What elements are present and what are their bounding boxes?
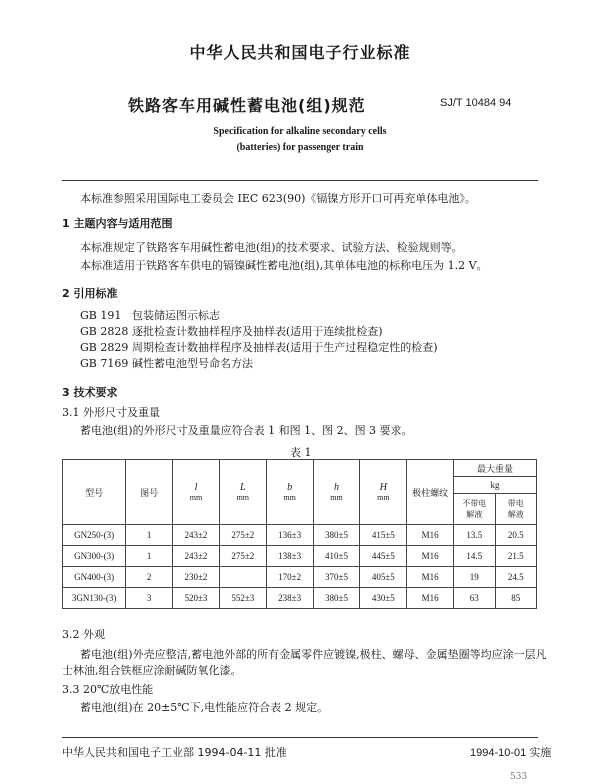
header-L bbox=[219, 460, 266, 525]
section2-heading: 2 引用标准 bbox=[62, 287, 118, 300]
reference-code: GB 2829 bbox=[80, 341, 129, 354]
section3-2-heading: 3.2 外观 bbox=[62, 628, 105, 641]
header-H bbox=[360, 460, 407, 525]
cell-b: 170±2 bbox=[266, 567, 313, 588]
section1-heading: 1 主题内容与适用范围 bbox=[62, 217, 173, 230]
section3-heading: 3 技术要求 bbox=[62, 386, 118, 399]
cell-model: GN400-(3) bbox=[63, 567, 126, 588]
section1-paragraph1: 本标准规定了铁路客车用碱性蓄电池(组)的技术要求、试验方法、检验规则等。 bbox=[80, 241, 463, 254]
header-l-symbol: l bbox=[194, 482, 198, 493]
header-without-electrolyte-line2: 解液 bbox=[466, 510, 483, 519]
approval-line: 中华人民共和国电子工业部 1994-04-11 批准 bbox=[62, 746, 287, 759]
reference-code: GB 2828 bbox=[80, 325, 129, 338]
cell-figure: 3 bbox=[126, 588, 173, 609]
implementation-date: 1994-10-01 实施 bbox=[470, 747, 552, 759]
cell-figure: 1 bbox=[126, 525, 173, 546]
header-with-electrolyte bbox=[495, 494, 537, 525]
cell-figure: 1 bbox=[126, 546, 173, 567]
cell-model: 3GN130-(3) bbox=[63, 588, 126, 609]
cell-H: 445±5 bbox=[360, 546, 407, 567]
table-row bbox=[63, 525, 537, 546]
cell-weight-dry: 13.5 bbox=[454, 525, 495, 546]
cell-h: 410±5 bbox=[313, 546, 360, 567]
reference-item bbox=[80, 341, 438, 355]
cell-thread: M16 bbox=[407, 567, 454, 588]
cell-b: 136±3 bbox=[266, 525, 313, 546]
header-L-symbol: L bbox=[240, 482, 246, 493]
cell-h: 380±5 bbox=[313, 588, 360, 609]
cell-weight-dry: 63 bbox=[454, 588, 495, 609]
header-figure: 图号 bbox=[126, 460, 173, 525]
header-l-unit: mm bbox=[189, 493, 203, 502]
header-b-symbol: b bbox=[287, 482, 293, 493]
cell-b: 238±3 bbox=[266, 588, 313, 609]
section3-3-heading: 3.3 20℃放电性能 bbox=[62, 683, 154, 696]
header-max-weight: 最大重量 bbox=[454, 460, 537, 477]
header-H-symbol: H bbox=[379, 482, 387, 493]
organization-title: 中华人民共和国电子行业标准 bbox=[189, 43, 411, 62]
reference-item bbox=[80, 357, 253, 371]
cell-model: GN300-(3) bbox=[63, 546, 126, 567]
cell-l: 230±2 bbox=[173, 567, 220, 588]
cell-weight-filled: 20.5 bbox=[495, 525, 537, 546]
english-title bbox=[0, 124, 600, 156]
cell-figure: 2 bbox=[126, 567, 173, 588]
footer-divider bbox=[62, 737, 538, 738]
english-title-line1: Specification for alkaline secondary cells bbox=[213, 126, 387, 137]
header-with-electrolyte-line1: 带电 bbox=[507, 499, 524, 508]
header-h-unit: mm bbox=[330, 493, 343, 502]
cell-b: 138±3 bbox=[266, 546, 313, 567]
section3-2-line1: 蓄电池(组)外壳应整洁,蓄电池外部的所有金属零件应镀镍,极柱、螺母、金属垫圈等均应涂一层凡 bbox=[80, 648, 547, 661]
cell-l: 243±2 bbox=[173, 525, 220, 546]
reference-title: 碱性蓄电池型号命名方法 bbox=[132, 357, 253, 370]
header-H-unit: mm bbox=[377, 493, 390, 502]
cell-L: 552±3 bbox=[219, 588, 266, 609]
reference-code: GB 7169 bbox=[80, 357, 129, 370]
header-b bbox=[266, 460, 313, 525]
cell-l: 520±3 bbox=[173, 588, 220, 609]
reference-item bbox=[80, 309, 220, 323]
cell-model: GN250-(3) bbox=[63, 525, 126, 546]
standard-title: 铁路客车用碱性蓄电池(组)规范 bbox=[128, 96, 366, 115]
header-h-symbol: h bbox=[333, 482, 339, 493]
cell-H: 405±5 bbox=[360, 567, 407, 588]
cell-thread: M16 bbox=[407, 588, 454, 609]
cell-L: 275±2 bbox=[219, 525, 266, 546]
standard-number: SJ/T 10484 94 bbox=[440, 97, 512, 109]
cell-l: 243±2 bbox=[173, 546, 220, 567]
cell-h: 370±5 bbox=[313, 567, 360, 588]
section3-3-paragraph: 蓄电池(组)在 20±5℃下,电性能应符合表 2 规定。 bbox=[80, 701, 329, 714]
table-row bbox=[63, 567, 537, 588]
cell-thread: M16 bbox=[407, 525, 454, 546]
header-without-electrolyte bbox=[454, 494, 495, 525]
header-b-unit: mm bbox=[283, 493, 296, 502]
header-kg: kg bbox=[454, 477, 537, 494]
section1-paragraph2: 本标准适用于铁路客车供电的镉镍碱性蓄电池(组),其单体电池的标称电压为 1.2 V。 bbox=[80, 259, 488, 272]
table-row bbox=[63, 546, 537, 567]
cell-L: 275±2 bbox=[219, 546, 266, 567]
cell-H: 430±5 bbox=[360, 588, 407, 609]
cell-H: 415±5 bbox=[360, 525, 407, 546]
cell-h: 380±5 bbox=[313, 525, 360, 546]
header-divider bbox=[62, 180, 538, 181]
section3-1-heading: 3.1 外形尺寸及重量 bbox=[62, 406, 160, 419]
header-l bbox=[173, 460, 220, 525]
cell-weight-filled: 85 bbox=[495, 588, 537, 609]
header-L-unit: mm bbox=[236, 493, 250, 502]
section3-1-paragraph: 蓄电池(组)的外形尺寸及重量应符合表 1 和图 1、图 2、图 3 要求。 bbox=[80, 424, 413, 437]
cell-weight-dry: 19 bbox=[454, 567, 495, 588]
cell-L bbox=[219, 567, 266, 588]
header-h bbox=[313, 460, 360, 525]
reference-title: 包装储运图示标志 bbox=[132, 309, 220, 322]
table-caption: 表 1 bbox=[290, 446, 312, 459]
reference-code: GB 191 bbox=[80, 309, 122, 322]
table-row bbox=[63, 588, 537, 609]
intro-paragraph: 本标准参照采用国际电工委员会 IEC 623(90)《镉镍方形开口可再充单体电池》。 bbox=[80, 192, 476, 205]
reference-title: 逐批检查计数抽样程序及抽样表(适用于连续批检查) bbox=[132, 325, 383, 338]
page-number: 533 bbox=[510, 772, 528, 782]
cell-weight-filled: 21.5 bbox=[495, 546, 537, 567]
header-terminal-thread: 极柱螺纹 bbox=[407, 460, 454, 525]
header-without-electrolyte-line1: 不带电 bbox=[462, 499, 487, 508]
cell-weight-dry: 14.5 bbox=[454, 546, 495, 567]
reference-title: 周期检查计数抽样程序及抽样表(适用于生产过程稳定性的检查) bbox=[132, 341, 438, 354]
dimensions-table bbox=[62, 459, 537, 609]
reference-item bbox=[80, 325, 383, 339]
header-with-electrolyte-line2: 解液 bbox=[507, 510, 524, 519]
cell-weight-filled: 24.5 bbox=[495, 567, 537, 588]
cell-thread: M16 bbox=[407, 546, 454, 567]
section3-2-line2: 士林油,组合铁框应涂耐碱防氧化漆。 bbox=[62, 664, 242, 677]
header-model: 型号 bbox=[63, 460, 126, 525]
english-title-line2: (batteries) for passenger train bbox=[236, 142, 364, 153]
